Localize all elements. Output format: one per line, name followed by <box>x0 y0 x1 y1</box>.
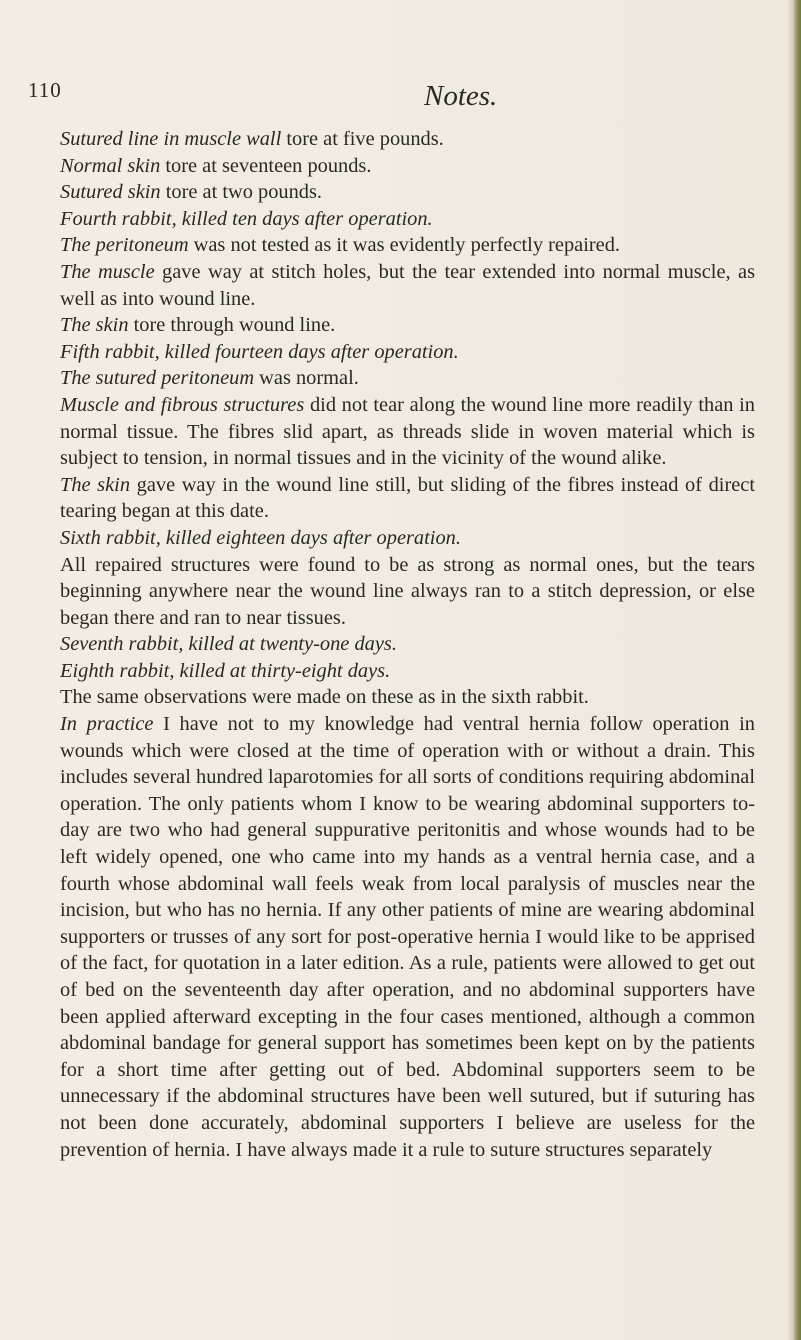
page-number: 110 <box>28 78 62 102</box>
paragraph-text: tore at five pounds. <box>281 128 444 150</box>
paragraph <box>60 631 755 658</box>
italic-lead: Seventh rabbit, killed at twenty-one days. <box>60 633 397 656</box>
paragraph <box>60 232 755 259</box>
paragraph <box>60 126 755 153</box>
italic-lead: Sutured line in muscle wall <box>60 128 282 150</box>
paragraph-text: The same observations were made on these as in the sixth rabbit. <box>60 686 589 709</box>
paragraph <box>60 206 755 233</box>
paragraph-text: was normal. <box>254 367 359 390</box>
italic-lead: Sutured skin <box>60 181 161 204</box>
paragraph <box>60 552 755 632</box>
italic-lead: The peritoneum <box>60 234 189 257</box>
paragraph <box>60 684 755 711</box>
running-head: Notes. <box>424 80 498 112</box>
paragraph <box>60 312 755 339</box>
page-edge <box>787 0 801 1340</box>
paragraph <box>60 711 755 1163</box>
paragraph-text: All repaired structures were found to be as strong as normal ones, but the tears beginning anywhere near the wound line always ran to a stitch depression, or else began there and ran to near tissues. <box>60 553 755 629</box>
paragraph <box>60 153 755 180</box>
paragraph <box>60 339 755 366</box>
paragraph-text: gave way in the wound line still, but sliding of the fibres instead of direct tearing began at this date. <box>60 473 756 523</box>
paragraph <box>60 658 755 685</box>
paragraph-text: gave way at stitch holes, but the tear extended into normal muscle, as well as into wound line. <box>60 260 756 310</box>
italic-lead: In practice <box>60 713 154 736</box>
paragraph <box>60 472 755 525</box>
italic-lead: The skin <box>60 473 131 496</box>
italic-lead: Eighth rabbit, killed at thirty-eight days. <box>60 659 391 682</box>
paragraph-text: was not tested as it was evidently perfectly repaired. <box>188 234 621 257</box>
paragraph-text: tore through wound line. <box>128 314 336 337</box>
italic-lead: Fourth rabbit, killed ten days after operation. <box>60 207 433 230</box>
paragraph-text: tore at seventeen pounds. <box>160 154 372 177</box>
paragraph-text: did not tear along the wound line more readily than in normal tissue. The fibres slid apart, as threads slide in woven material which is subject to tension, in normal tissues and in the vicinity of the wound alike. <box>60 393 755 470</box>
paragraph <box>60 365 755 392</box>
paragraph-text: tore at two pounds. <box>160 181 323 204</box>
body-text <box>60 126 755 1163</box>
paragraph <box>60 525 755 552</box>
paragraph <box>60 259 755 312</box>
paragraph-text: I have not to my knowledge had ventral hernia follow operation in wounds which were closed at the time of operation with or without a drain. This includes several hundred laparotomies for all sorts of conditions requiring abdominal operation. The only patients whom I know to be wearing abdominal supporters to-day are two who had general suppurative peritonitis and whose wounds had to be left widely opened, one who came into my hands as a ventral hernia case, and a fourth whose abdominal wall feels weak from local paralysis of muscles near the incision, but who has no hernia. If any other patients of mine are wearing abdominal supporters or trusses of any sort for post-operative hernia I would like to be apprised of the fact, for quotation in a later edition. As a rule, patients were allowed to get out of bed on the seventeenth day after operation, and no abdominal supporters have been applied afterward excepting in the four cases mentioned, although a common abdominal bandage for general support has sometimes been kept on by the patients for a short time after getting out of bed. Abdominal supporters seem to be unnecessary if the abdominal structures have been well sutured, but if suturing has not been done accurately, abdominal supporters I believe are useless for the prevention of hernia. I have always made it a rule to suture structures separately <box>60 713 755 1161</box>
paragraph <box>60 392 755 472</box>
paragraph <box>60 179 755 206</box>
italic-lead: Fifth rabbit, killed fourteen days after operation. <box>60 340 459 363</box>
italic-lead: Normal skin <box>60 154 161 177</box>
italic-lead: Muscle and fibrous structures <box>60 393 305 416</box>
italic-lead: Sixth rabbit, killed eighteen days after operation. <box>60 526 461 549</box>
italic-lead: The sutured peritoneum <box>60 367 255 390</box>
italic-lead: The muscle <box>60 260 155 283</box>
italic-lead: The skin <box>60 314 129 337</box>
